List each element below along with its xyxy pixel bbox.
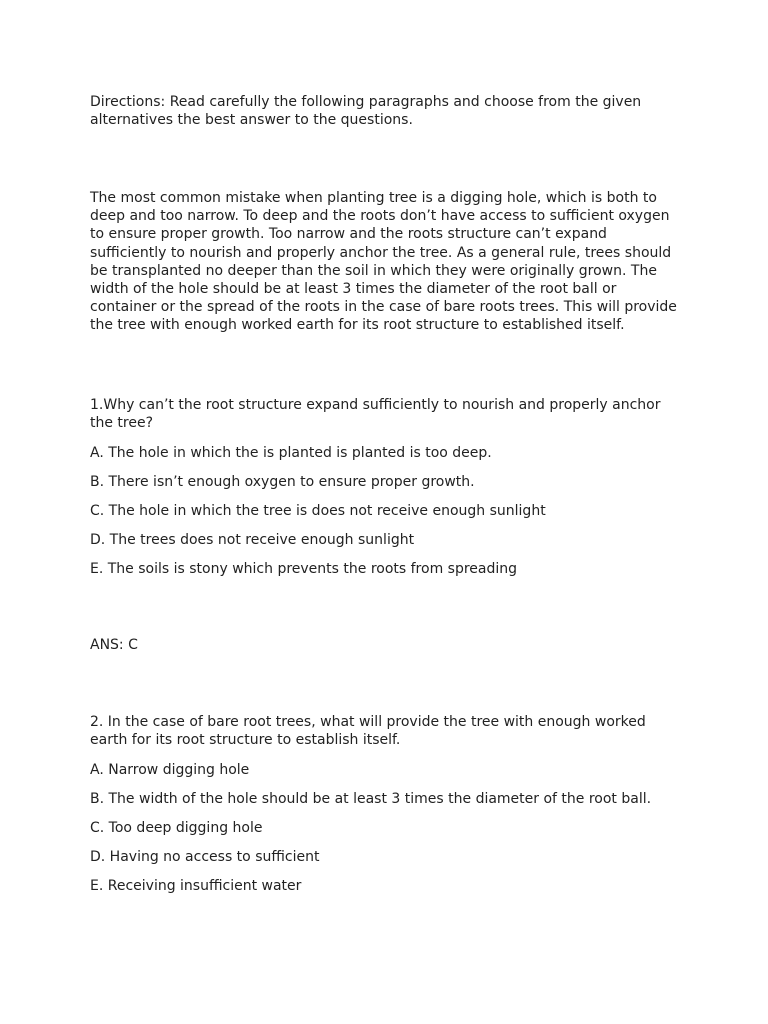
- question-1-option-a: A. The hole in which the is planted is planted is too deep.: [90, 445, 492, 461]
- reading-passage: The most common mistake when planting tree is a digging hole, which is both to deep and too narrow. To deep and the roots don’t have access to sufficient oxygen to ensure proper growth. Too narrow and the roots structure can’t expand sufficiently to nourish and properly anchor the tree. As a general rule, trees should be transplanted no deeper than the soil in which they were originally grown. The width of the hole should be at least 3 times the diameter of the root ball or container or the spread of the roots in the case of bare roots trees. This will provide the tree with enough worked earth for its root structure to established itself.: [90, 190, 677, 334]
- question-2-option-d: D. Having no access to sufficient: [90, 849, 320, 865]
- question-2-option-b: B. The width of the hole should be at least 3 times the diameter of the root ball.: [90, 791, 652, 807]
- question-2-option-c: C. Too deep digging hole: [90, 820, 263, 836]
- question-2-option-a: A. Narrow digging hole: [90, 762, 250, 778]
- directions-text: Directions: Read carefully the following paragraphs and choose from the given alternatives the best answer to the questions.: [90, 94, 642, 129]
- question-1-option-b: B. There isn’t enough oxygen to ensure proper growth.: [90, 474, 475, 490]
- question-1-text: 1.Why can’t the root structure expand sufficiently to nourish and properly anchor the tree?: [90, 397, 661, 432]
- question-1-option-d: D. The trees does not receive enough sunlight: [90, 532, 415, 548]
- question-1-option-e: E. The soils is stony which prevents the roots from spreading: [90, 561, 518, 577]
- question-1-answer: ANS: C: [90, 637, 138, 653]
- question-1-option-c: C. The hole in which the tree is does not receive enough sunlight: [90, 503, 546, 519]
- question-2-text: 2. In the case of bare root trees, what will provide the tree with enough worked earth for its root structure to establish itself.: [90, 714, 646, 749]
- question-2-option-e: E. Receiving insufficient water: [90, 878, 302, 894]
